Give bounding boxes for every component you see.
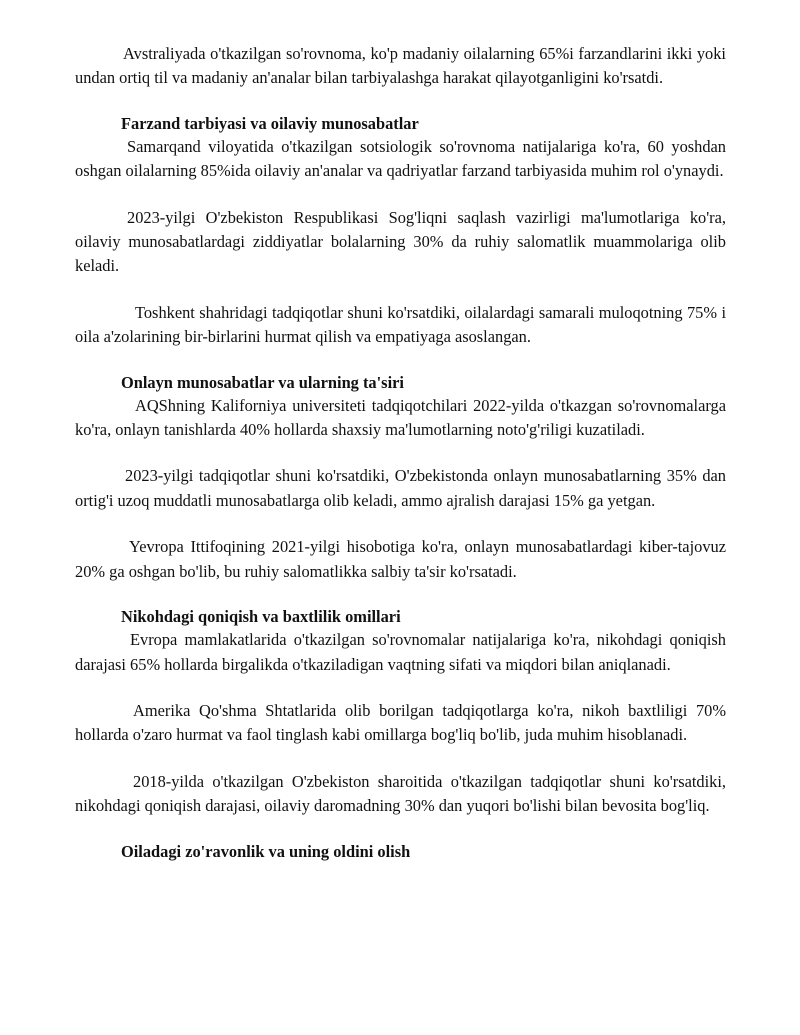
section-paragraph: Toshkent shahridagi tadqiqotlar shuni ko'rsatdiki, oilalardagi samarali muloqotning 75% i oila a'zolarining bir-birlarini hurmat qilish va empatiyaga asoslangan. [75, 302, 726, 347]
section-paragraph: AQShning Kaliforniya universiteti tadqiqotchilari 2022-yilda o'tkazgan so'rovnomalarga ko'ra, onlayn tanishlarda 40% hollarda shaxsiy ma'lumotlarning noto'g'riligi kuzatiladi. [75, 395, 726, 440]
section-farzand-tarbiyasi [75, 113, 726, 350]
section-paragraph: 2018-yilda o'tkazilgan O'zbekiston sharoitida o'tkazilgan tadqiqotlar shuni ko'rsatdiki, nikohdagi qoniqish darajasi, oilaviy daromadning 30% dan yuqori bo'lishi bilan bevosita bog'liq. [75, 771, 726, 816]
section-heading: Nikohdagi qoniqish va baxtlilik omillari [121, 607, 401, 627]
section-paragraph: 2023-yilgi O'zbekiston Respublikasi Sog'liqni saqlash vazirligi ma'lumotlariga ko'ra, oilaviy munosabatlardagi ziddiyatlar bolalarning 30% da ruhiy salomatlik muammolariga olib keladi. [75, 207, 726, 276]
section-paragraph: Yevropa Ittifoqining 2021-yilgi hisobotiga ko'ra, onlayn munosabatlardagi kiber-tajovuz 20% ga oshgan bo'lib, bu ruhiy salomatlikka salbiy ta'sir ko'rsatadi. [75, 537, 726, 581]
section-paragraph: 2023-yilgi tadqiqotlar shuni ko'rsatdiki, O'zbekistonda onlayn munosabatlarning 35% dan ortig'i uzoq muddatli munosabatlarga olib keladi, ammo ajralish darajasi 15% ga yetgan. [75, 466, 726, 510]
section-heading: Oiladagi zo'ravonlik va uning oldini olish [121, 841, 411, 861]
section-oiladagi-zoravonlik [75, 841, 726, 863]
intro-paragraph: Avstraliyada o'tkazilgan so'rovnoma, ko'p madaniy oilalarning 65%i farzandlarini ikki yoki undan ortiq til va madaniy an'analar bilan tarbiyalashga harakat qilayotganligini ko'rsatdi. [75, 44, 726, 88]
section-heading: Onlayn munosabatlar va ularning ta'siri [121, 372, 404, 392]
section-heading: Farzand tarbiyasi va oilaviy munosabatlar [121, 113, 419, 133]
section-paragraph: Samarqand viloyatida o'tkazilgan sotsiologik so'rovnoma natijalariga ko'ra, 60 yoshdan oshgan oilalarning 85%ida oilaviy an'analar va qadriyatlar farzand tarbiyasida muhim rol o'ynaydi. [75, 136, 726, 181]
section-paragraph: Amerika Qo'shma Shtatlarida olib borilgan tadqiqotlarga ko'ra, nikoh baxtliligi 70% hollarda o'zaro hurmat va faol tinglash kabi omillarga bog'liq bo'lib, juda muhim hisoblanadi. [75, 700, 726, 745]
section-nikohdagi-qoniqish [75, 606, 726, 818]
section-onlayn-munosabatlar [75, 372, 726, 584]
document-page [75, 42, 726, 863]
section-paragraph: Evropa mamlakatlarida o'tkazilgan so'rovnomalar natijalariga ko'ra, nikohdagi qoniqish darajasi 65% hollarda birgalikda o'tkaziladigan vaqtning sifati va miqdori bilan aniqlanadi. [75, 630, 726, 674]
